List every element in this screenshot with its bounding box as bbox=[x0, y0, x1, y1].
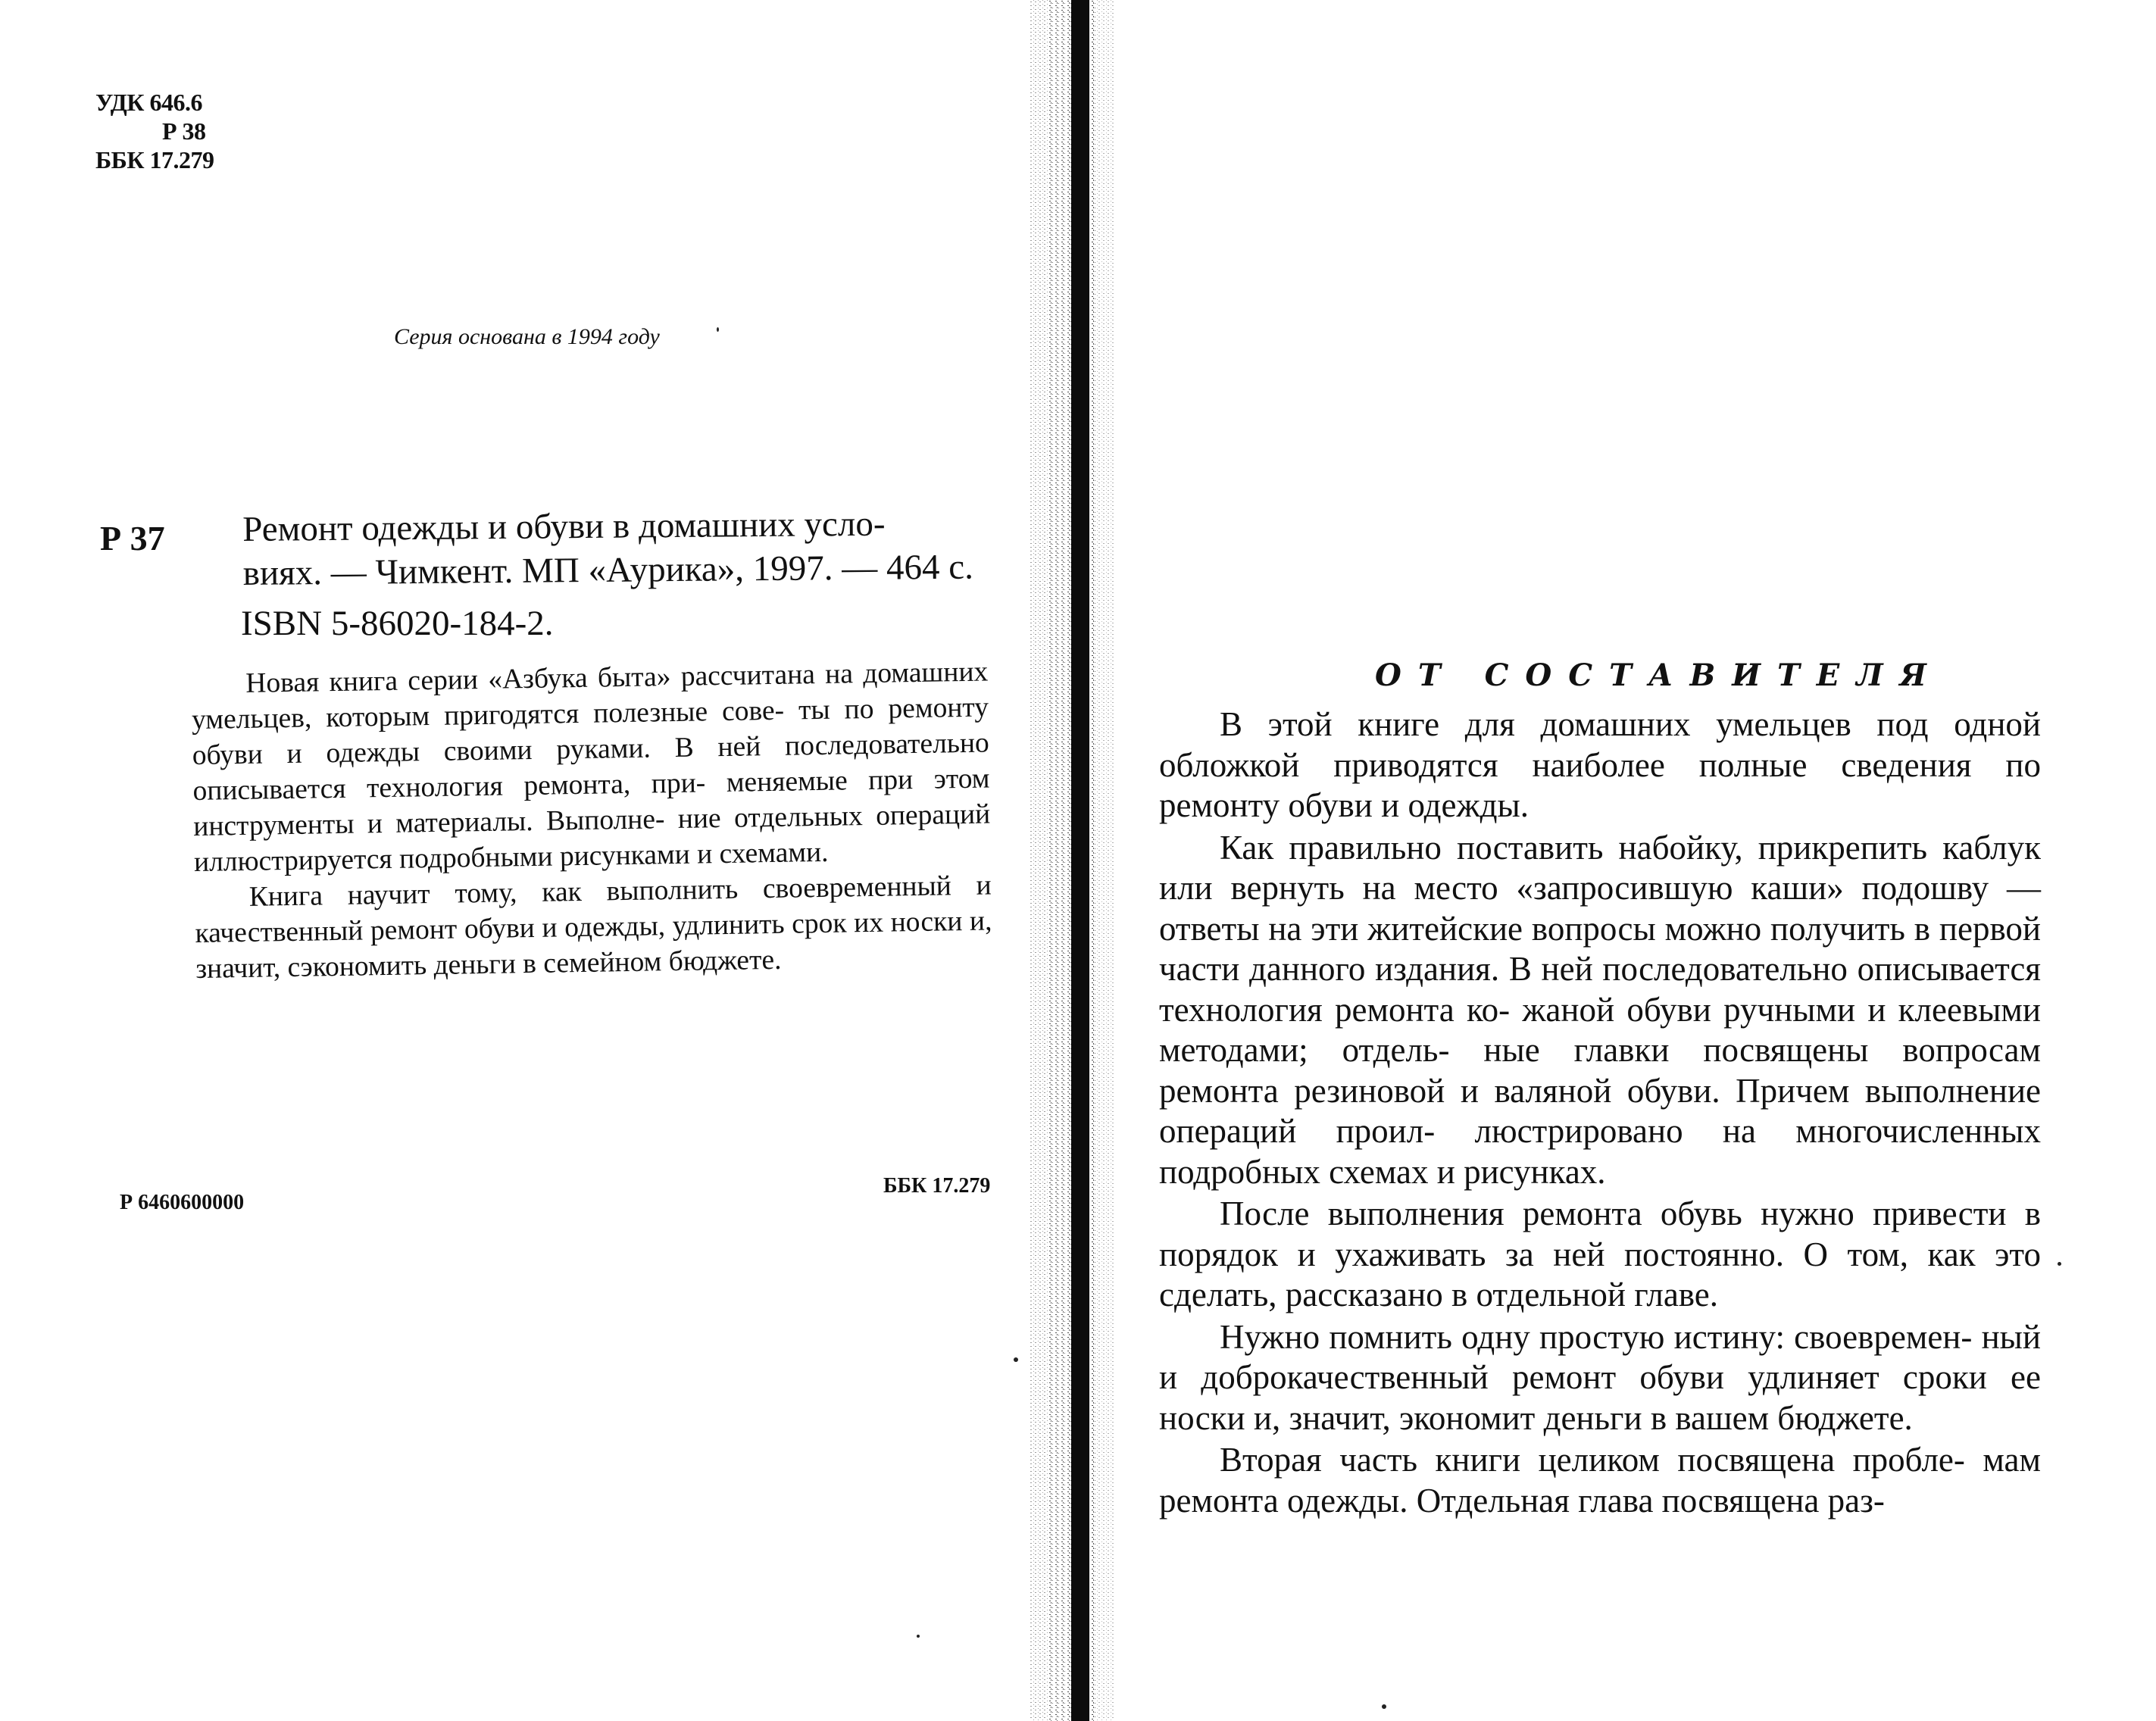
catalog-title-line-2: виях. — Чимкент. МП «Аурика», 1997. — 464 с. bbox=[242, 547, 974, 593]
classification-block bbox=[95, 88, 214, 174]
scan-speck bbox=[1014, 1357, 1018, 1362]
scan-speck bbox=[917, 1635, 920, 1638]
scan-speck bbox=[1382, 1704, 1386, 1709]
footer-left-code: Р 6460600000 bbox=[120, 1191, 245, 1214]
preface-heading: ОТ СОСТАВИТЕЛЯ bbox=[1375, 657, 1943, 693]
catalog-entry bbox=[242, 501, 990, 595]
catalog-code: Р 37 bbox=[100, 519, 165, 558]
preface-paragraph: Нужно помнить одну простую истину: своевремен- ный и доброкачественный ремонт обуви удлиняет сроки ее носки и, значит, экономит деньги в вашем бюджете. bbox=[1159, 1317, 2041, 1437]
preface-paragraph: Как правильно поставить набойку, прикрепить каблук или вернуть на место «запросившую каши» подошву — ответы на эти житейские вопросы можно получить в первой части данного издания. В ней последовательно описывается технология ремонта ко- жаной обуви ручными и клеевыми методами; отдель- ные главки посвящены вопросам ремонта резиновой и валяной обуви. Причем выполнение операций проил- люстрировано на многочисленных подробных схемах и рисунках. bbox=[1159, 828, 2041, 1191]
udk-code: УДК 646.6 bbox=[95, 89, 202, 116]
annotation-paragraph: Книга научит тому, как выполнить своевременный и качественный ремонт обуви и одежды, удлинить срок их носки и, значит, сэкономить деньги в семейном бюджете. bbox=[195, 870, 992, 985]
series-note: Серия основана в 1994 году bbox=[394, 324, 660, 349]
scan-speck bbox=[717, 327, 719, 332]
book-spine bbox=[1030, 0, 1114, 1721]
annotation-paragraph: Новая книга серии «Азбука быта» рассчитана на домашних умельцев, которым пригодятся полезные сове- ты по ремонту обуви и одежды своими руками. В ней последовательно описывается технология ремонта, при- меняемые при этом инструменты и материалы. Выполне- ние отдельных операций иллюстрируется подробными рисунками и схемами. bbox=[191, 656, 991, 878]
catalog-title-line-1: Ремонт одежды и обуви в домашних усло- bbox=[242, 504, 886, 549]
author-mark: Р 38 bbox=[162, 117, 206, 145]
isbn: ISBN 5-86020-184-2. bbox=[241, 604, 554, 643]
preface-paragraph: Вторая часть книги целиком посвящена пробле- мам ремонта одежды. Отдельная глава посвящена раз- bbox=[1159, 1441, 2041, 1520]
preface-paragraph: После выполнения ремонта обувь нужно привести в порядок и ухаживать за ней постоянно. О том, как это сделать, рассказано в отдельной главе. bbox=[1159, 1195, 2041, 1313]
preface-body bbox=[1159, 704, 2041, 1521]
footer-right-code: ББК 17.279 bbox=[883, 1174, 991, 1198]
left-page bbox=[0, 0, 1053, 1721]
scan-speck bbox=[2058, 1262, 2061, 1266]
right-page bbox=[1114, 0, 2156, 1721]
annotation bbox=[191, 654, 993, 986]
preface-paragraph: В этой книге для домашних умельцев под одной обложкой приводятся наиболее полные сведения по ремонту обуви и одежды. bbox=[1159, 705, 2041, 824]
bbk-code: ББК 17.279 bbox=[95, 146, 214, 173]
